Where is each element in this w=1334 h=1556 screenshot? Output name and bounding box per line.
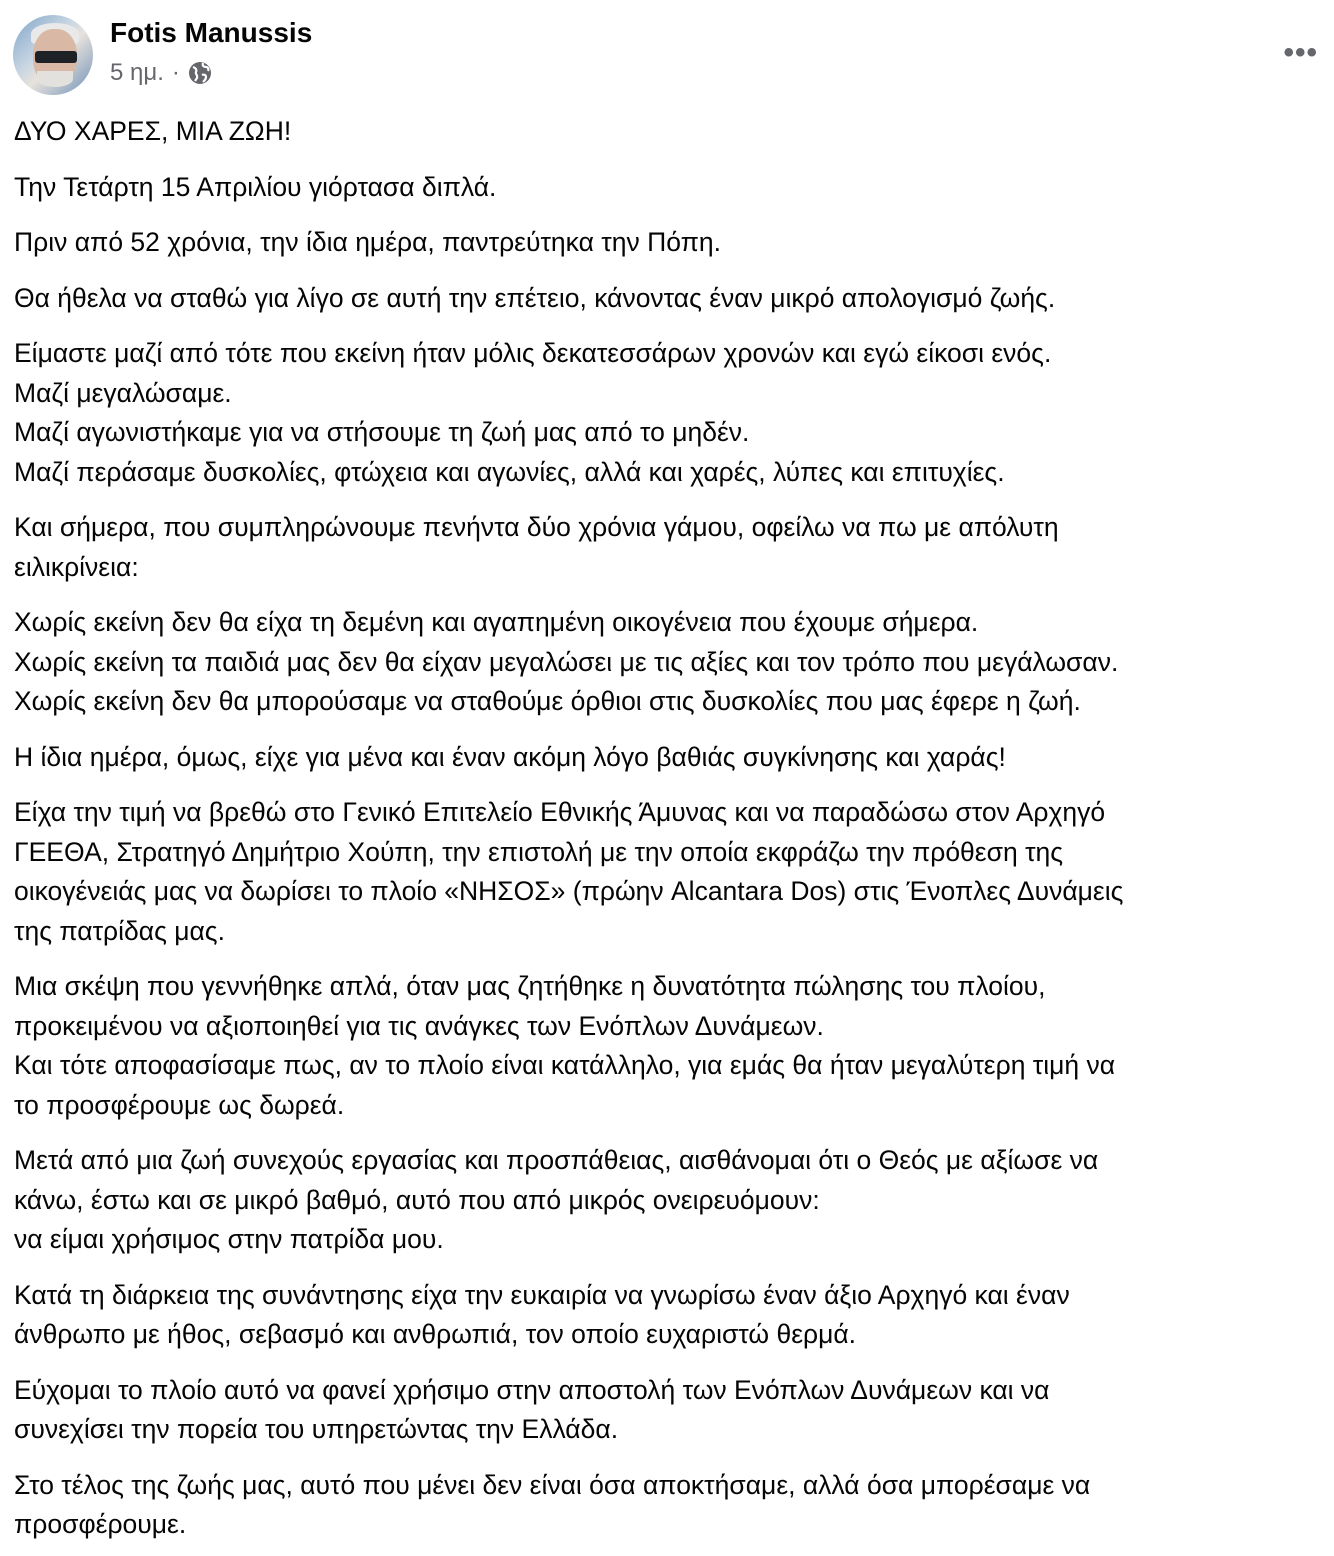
- text-line: της πατρίδας μας.: [14, 915, 225, 946]
- text-line: οικογένειάς μας να δωρίσει το πλοίο «ΝΗΣΟΣ» (πρώην Alcantara Dos) στις Ένοπλες Δυνάμεις: [14, 876, 1124, 906]
- meta-separator: ·: [171, 59, 180, 86]
- post-paragraph: [14, 1276, 1320, 1355]
- post-paragraph: [14, 508, 1320, 587]
- text-line: το προσφέρουμε ως δωρεά.: [14, 1089, 345, 1120]
- post-meta: [110, 59, 212, 87]
- post-paragraph: [14, 967, 1320, 1125]
- text-line: κάνω, έστω και σε μικρό βαθμό, αυτό που από μικρός ονειρευόμουν:: [14, 1184, 820, 1215]
- author-avatar[interactable]: [13, 15, 93, 95]
- text-line: Θα ήθελα να σταθώ για λίγο σε αυτή την επέτειο, κάνοντας έναν μικρό απολογισμό ζωής.: [14, 282, 1056, 313]
- text-line: Χωρίς εκείνη τα παιδιά μας δεν θα είχαν μεγαλώσει με τις αξίες και τον τρόπο που μεγάλωσαν.: [14, 646, 1119, 677]
- post-paragraph: [14, 1466, 1320, 1545]
- post-paragraph: [14, 334, 1320, 492]
- text-line: ΓΕΕΘΑ, Στρατηγό Δημήτριο Χούπη, την επιστολή με την οποία εκφράζω την πρόθεση της: [14, 836, 1064, 867]
- post-paragraph: [14, 1371, 1320, 1450]
- text-line: προκειμένου να αξιοποιηθεί για τις ανάγκες των Ενόπλων Δυνάμεων.: [14, 1010, 824, 1041]
- text-line: συνεχίσει την πορεία του υπηρετώντας την Ελλάδα.: [14, 1414, 619, 1444]
- text-line: Πριν από 52 χρόνια, την ίδια ημέρα, παντρεύτηκα την Πόπη.: [14, 227, 721, 257]
- more-options-button[interactable]: •••: [1283, 36, 1318, 69]
- text-line: Κατά τη διάρκεια της συνάντησης είχα την ευκαιρία να γνωρίσω έναν άξιο Αρχηγό και έναν: [14, 1279, 1070, 1310]
- post-paragraph: [14, 603, 1320, 722]
- text-line: άνθρωπο με ήθος, σεβασμό και ανθρωπιά, τον οποίο ευχαριστώ θερμά.: [14, 1319, 857, 1349]
- globe-icon[interactable]: [188, 61, 212, 85]
- post-header: [0, 0, 1334, 112]
- post-paragraph: [14, 223, 1320, 263]
- text-line: Μαζί περάσαμε δυσκολίες, φτώχεια και αγωνίες, αλλά και χαρές, λύπες και επιτυχίες.: [14, 456, 1005, 487]
- post-paragraph: [14, 793, 1320, 951]
- text-line: προσφέρουμε.: [14, 1509, 187, 1539]
- text-line: Μαζί αγωνιστήκαμε για να στήσουμε τη ζωή μας από το μηδέν.: [14, 417, 750, 447]
- text-line: Στο τέλος της ζωής μας, αυτό που μένει δεν είναι όσα αποκτήσαμε, αλλά όσα μπορέσαμε να: [14, 1469, 1091, 1500]
- text-line: Είμαστε μαζί από τότε που εκείνη ήταν μόλις δεκατεσσάρων χρονών και εγώ είκοσι ενός.: [14, 338, 1052, 368]
- text-line: Μαζί μεγαλώσαμε.: [14, 377, 232, 408]
- post-paragraph: [14, 1141, 1320, 1260]
- text-line: ειλικρίνεια:: [14, 551, 139, 582]
- text-line: Μετά από μια ζωή συνεχούς εργασίας και προσπάθειας, αισθάνομαι ότι ο Θεός με αξίωσε να: [14, 1145, 1099, 1175]
- text-line: Και σήμερα, που συμπληρώνουμε πενήντα δύο χρόνια γάμου, οφείλω να πω με απόλυτη: [14, 512, 1059, 542]
- text-line: Χωρίς εκείνη δεν θα μπορούσαμε να σταθούμε όρθιοι στις δυσκολίες που μας έφερε η ζωή.: [14, 686, 1081, 716]
- post-paragraph: [14, 738, 1320, 778]
- text-line: Την Τετάρτη 15 Απριλίου γιόρτασα διπλά.: [14, 171, 497, 202]
- post-paragraph: [14, 168, 1320, 208]
- text-line: να είμαι χρήσιμος στην πατρίδα μου.: [14, 1224, 444, 1254]
- text-line: ΔΥΟ ΧΑΡΕΣ, ΜΙΑ ΖΩΗ!: [14, 116, 292, 146]
- post-text: [0, 112, 1334, 1545]
- text-line: Και τότε αποφασίσαμε πως, αν το πλοίο είναι κατάλληλο, για εμάς θα ήταν μεγαλύτερη τιμή να: [14, 1050, 1116, 1080]
- post-paragraph: [14, 279, 1320, 319]
- post-timestamp[interactable]: 5 ημ.: [110, 59, 164, 86]
- post-paragraph: [14, 112, 1320, 152]
- author-name[interactable]: Fotis Manussis: [110, 17, 313, 48]
- text-line: Μια σκέψη που γεννήθηκε απλά, όταν μας ζητήθηκε η δυνατότητα πώλησης του πλοίου,: [14, 971, 1046, 1001]
- text-line: Χωρίς εκείνη δεν θα είχα τη δεμένη και αγαπημένη οικογένεια που έχουμε σήμερα.: [14, 607, 979, 637]
- text-line: Είχα την τιμή να βρεθώ στο Γενικό Επιτελείο Εθνικής Άμυνας και να παραδώσω στον Αρχηγό: [14, 797, 1106, 827]
- text-line: Η ίδια ημέρα, όμως, είχε για μένα και έναν ακόμη λόγο βαθιάς συγκίνησης και χαράς!: [14, 741, 1006, 772]
- text-line: Εύχομαι το πλοίο αυτό να φανεί χρήσιμο στην αποστολή των Ενόπλων Δυνάμεων και να: [14, 1374, 1050, 1405]
